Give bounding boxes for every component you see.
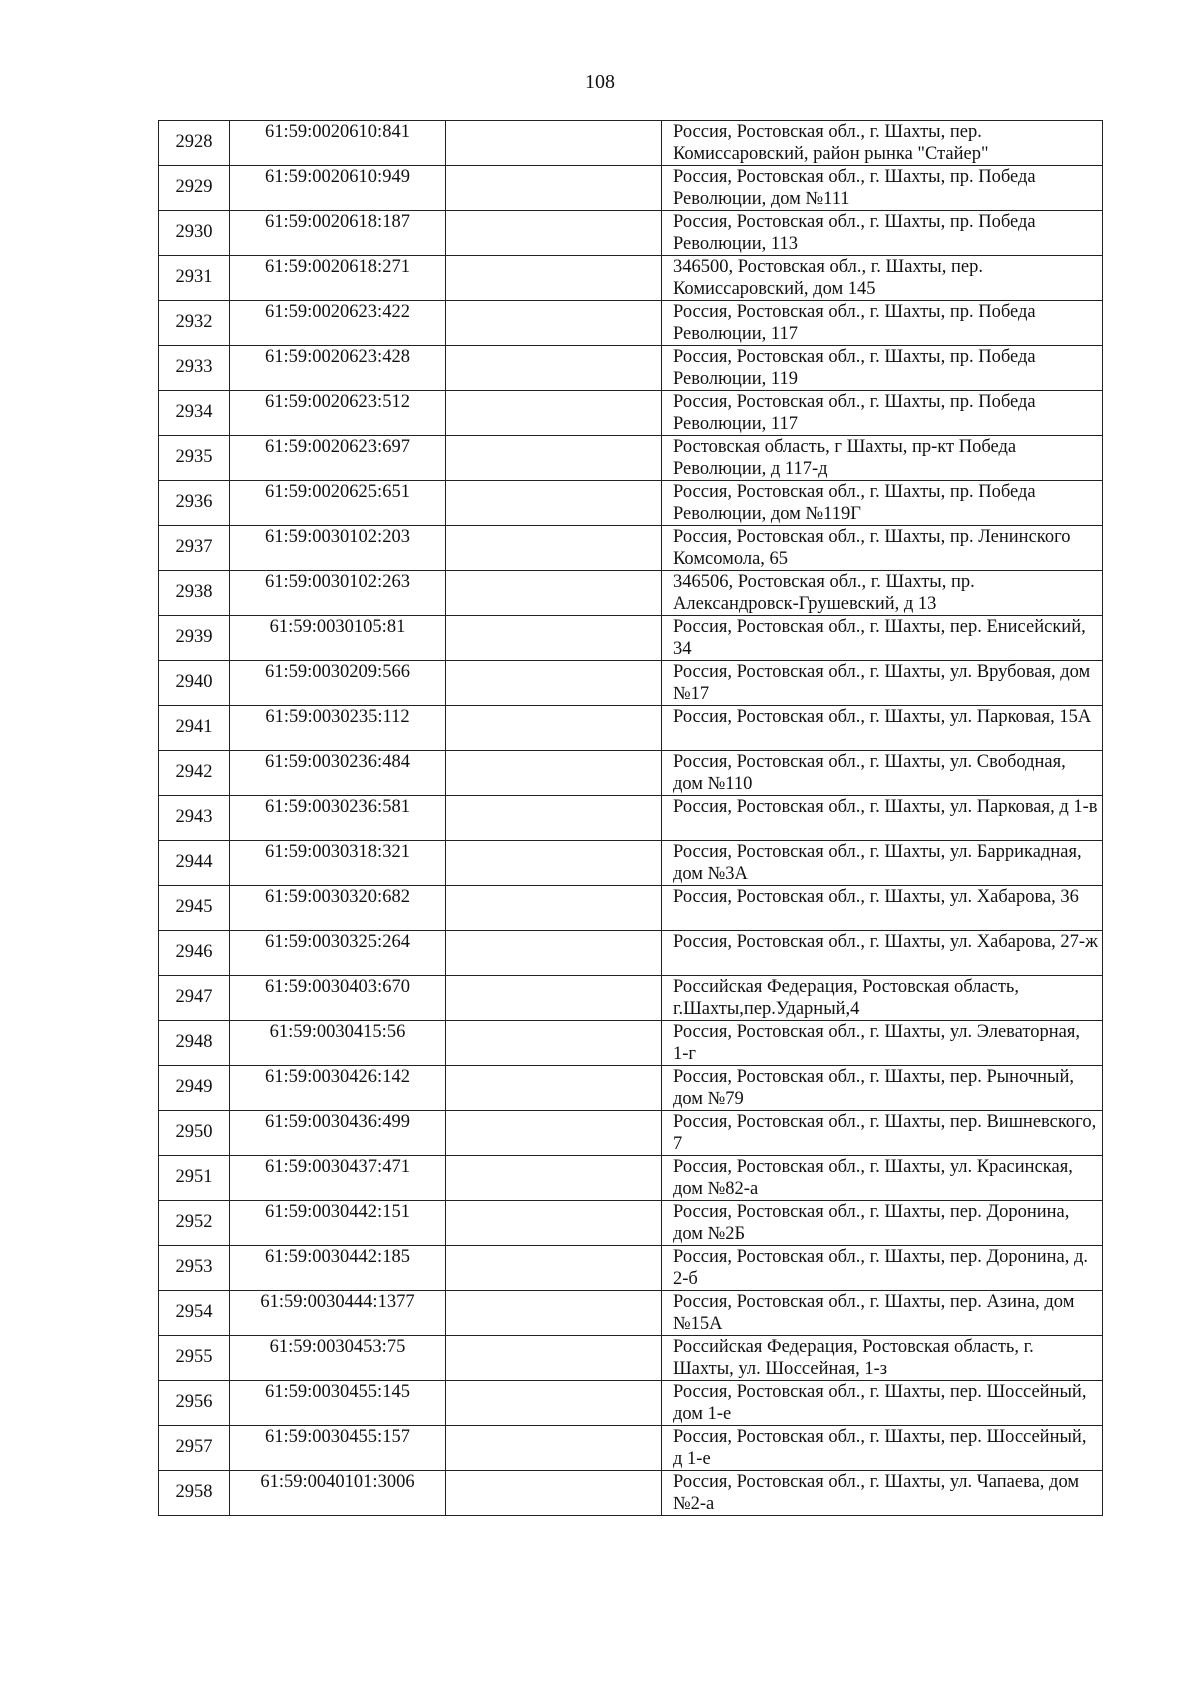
row-number-cell: 2949	[159, 1066, 230, 1111]
cadastral-number-cell: 61:59:0020623:512	[230, 391, 446, 436]
address-cell: Ростовская область, г Шахты, пр-кт Победа Революции, д 117-д	[662, 436, 1103, 481]
table-row	[159, 1426, 1103, 1471]
row-number-cell: 2941	[159, 706, 230, 751]
cadastral-number-cell: 61:59:0020618:271	[230, 256, 446, 301]
table-body	[159, 121, 1103, 1516]
address-cell: Россия, Ростовская обл., г. Шахты, ул. Чапаева, дом №2-а	[662, 1471, 1103, 1516]
empty-cell	[446, 1156, 662, 1201]
table-row	[159, 1246, 1103, 1291]
table-row	[159, 121, 1103, 166]
row-number-cell: 2947	[159, 976, 230, 1021]
address-cell: Россия, Ростовская обл., г. Шахты, пр. Победа Революции, дом №119Г	[662, 481, 1103, 526]
empty-cell	[446, 886, 662, 931]
cadastral-number-cell: 61:59:0030236:484	[230, 751, 446, 796]
table-row	[159, 886, 1103, 931]
address-cell: Россия, Ростовская обл., г. Шахты, пр. Победа Революции, 117	[662, 301, 1103, 346]
address-cell: Россия, Ростовская обл., г. Шахты, ул. Врубовая, дом №17	[662, 661, 1103, 706]
address-cell: Россия, Ростовская обл., г. Шахты, пер. Вишневского, 7	[662, 1111, 1103, 1156]
table-row	[159, 1066, 1103, 1111]
table-row	[159, 661, 1103, 706]
empty-cell	[446, 256, 662, 301]
cadastral-number-cell: 61:59:0020618:187	[230, 211, 446, 256]
row-number-cell: 2948	[159, 1021, 230, 1066]
empty-cell	[446, 481, 662, 526]
address-cell: Россия, Ростовская обл., г. Шахты, пр. Победа Революции, дом №111	[662, 166, 1103, 211]
address-cell: Россия, Ростовская обл., г. Шахты, пер. Доронина, дом №2Б	[662, 1201, 1103, 1246]
empty-cell	[446, 751, 662, 796]
address-cell: Россия, Ростовская обл., г. Шахты, пер. Азина, дом №15А	[662, 1291, 1103, 1336]
table-row	[159, 1336, 1103, 1381]
table-row	[159, 976, 1103, 1021]
row-number-cell: 2946	[159, 931, 230, 976]
empty-cell	[446, 1111, 662, 1156]
cadastral-number-cell: 61:59:0020625:651	[230, 481, 446, 526]
row-number-cell: 2938	[159, 571, 230, 616]
cadastral-number-cell: 61:59:0030415:56	[230, 1021, 446, 1066]
empty-cell	[446, 976, 662, 1021]
table-row	[159, 796, 1103, 841]
address-cell: 346506, Ростовская обл., г. Шахты, пр. Александровск-Грушевский, д 13	[662, 571, 1103, 616]
row-number-cell: 2928	[159, 121, 230, 166]
address-cell: Россия, Ростовская обл., г. Шахты, пр. Победа Революции, 113	[662, 211, 1103, 256]
row-number-cell: 2958	[159, 1471, 230, 1516]
row-number-cell: 2951	[159, 1156, 230, 1201]
address-cell: Российская Федерация, Ростовская область, г.Шахты,пер.Ударный,4	[662, 976, 1103, 1021]
empty-cell	[446, 526, 662, 571]
table-row	[159, 571, 1103, 616]
row-number-cell: 2953	[159, 1246, 230, 1291]
cadastral-number-cell: 61:59:0030455:145	[230, 1381, 446, 1426]
cadastral-number-cell: 61:59:0030444:1377	[230, 1291, 446, 1336]
cadastral-number-cell: 61:59:0030318:321	[230, 841, 446, 886]
empty-cell	[446, 1471, 662, 1516]
cadastral-number-cell: 61:59:0020610:841	[230, 121, 446, 166]
empty-cell	[446, 1336, 662, 1381]
cadastral-number-cell: 61:59:0030403:670	[230, 976, 446, 1021]
table-row	[159, 346, 1103, 391]
empty-cell	[446, 166, 662, 211]
cadastral-number-cell: 61:59:0030436:499	[230, 1111, 446, 1156]
cadastral-number-cell: 61:59:0030235:112	[230, 706, 446, 751]
table-row	[159, 1381, 1103, 1426]
address-cell: Россия, Ростовская обл., г. Шахты, пр. Победа Революции, 117	[662, 391, 1103, 436]
cadastral-number-cell: 61:59:0030209:566	[230, 661, 446, 706]
address-cell: Россия, Ростовская обл., г. Шахты, ул. Парковая, д 1-в	[662, 796, 1103, 841]
land-plots-table	[158, 120, 1103, 1516]
row-number-cell: 2929	[159, 166, 230, 211]
row-number-cell: 2933	[159, 346, 230, 391]
address-cell: Россия, Ростовская обл., г. Шахты, ул. Красинская, дом №82-а	[662, 1156, 1103, 1201]
row-number-cell: 2936	[159, 481, 230, 526]
table-row	[159, 1291, 1103, 1336]
cadastral-number-cell: 61:59:0020610:949	[230, 166, 446, 211]
table-row	[159, 391, 1103, 436]
cadastral-number-cell: 61:59:0030105:81	[230, 616, 446, 661]
empty-cell	[446, 211, 662, 256]
empty-cell	[446, 1246, 662, 1291]
row-number-cell: 2957	[159, 1426, 230, 1471]
row-number-cell: 2942	[159, 751, 230, 796]
cadastral-number-cell: 61:59:0020623:697	[230, 436, 446, 481]
row-number-cell: 2931	[159, 256, 230, 301]
row-number-cell: 2940	[159, 661, 230, 706]
empty-cell	[446, 121, 662, 166]
row-number-cell: 2955	[159, 1336, 230, 1381]
address-cell: Россия, Ростовская обл., г. Шахты, пр. Победа Революции, 119	[662, 346, 1103, 391]
cadastral-number-cell: 61:59:0020623:428	[230, 346, 446, 391]
table-row	[159, 166, 1103, 211]
table-row	[159, 1021, 1103, 1066]
row-number-cell: 2934	[159, 391, 230, 436]
cadastral-number-cell: 61:59:0020623:422	[230, 301, 446, 346]
table-row	[159, 256, 1103, 301]
page-number: 108	[585, 71, 615, 93]
empty-cell	[446, 571, 662, 616]
table-row	[159, 706, 1103, 751]
table-row	[159, 1111, 1103, 1156]
address-cell: Россия, Ростовская обл., г. Шахты, ул. Свободная, дом №110	[662, 751, 1103, 796]
empty-cell	[446, 661, 662, 706]
address-cell: Российская Федерация, Ростовская область, г. Шахты, ул. Шоссейная, 1-з	[662, 1336, 1103, 1381]
row-number-cell: 2937	[159, 526, 230, 571]
address-cell: Россия, Ростовская обл., г. Шахты, ул. Хабарова, 27-ж	[662, 931, 1103, 976]
cadastral-number-cell: 61:59:0030325:264	[230, 931, 446, 976]
address-cell: Россия, Ростовская обл., г. Шахты, пер. Рыночный, дом №79	[662, 1066, 1103, 1111]
empty-cell	[446, 1201, 662, 1246]
address-cell: Россия, Ростовская обл., г. Шахты, пер. Шоссейный, дом 1-е	[662, 1381, 1103, 1426]
empty-cell	[446, 841, 662, 886]
table-row	[159, 1201, 1103, 1246]
cadastral-number-cell: 61:59:0030455:157	[230, 1426, 446, 1471]
empty-cell	[446, 1426, 662, 1471]
empty-cell	[446, 346, 662, 391]
row-number-cell: 2943	[159, 796, 230, 841]
address-cell: Россия, Ростовская обл., г. Шахты, ул. Элеваторная, 1-г	[662, 1021, 1103, 1066]
empty-cell	[446, 1021, 662, 1066]
cadastral-number-cell: 61:59:0030437:471	[230, 1156, 446, 1201]
table-row	[159, 301, 1103, 346]
row-number-cell: 2930	[159, 211, 230, 256]
table-row	[159, 1156, 1103, 1201]
table-row	[159, 841, 1103, 886]
table-row	[159, 436, 1103, 481]
address-cell: 346500, Ростовская обл., г. Шахты, пер. Комиссаровский, дом 145	[662, 256, 1103, 301]
table-row	[159, 616, 1103, 661]
address-cell: Россия, Ростовская обл., г. Шахты, пр. Ленинского Комсомола, 65	[662, 526, 1103, 571]
cadastral-number-cell: 61:59:0030102:203	[230, 526, 446, 571]
cadastral-number-cell: 61:59:0030442:185	[230, 1246, 446, 1291]
empty-cell	[446, 706, 662, 751]
empty-cell	[446, 436, 662, 481]
empty-cell	[446, 931, 662, 976]
cadastral-number-cell: 61:59:0030320:682	[230, 886, 446, 931]
cadastral-number-cell: 61:59:0030426:142	[230, 1066, 446, 1111]
row-number-cell: 2944	[159, 841, 230, 886]
cadastral-number-cell: 61:59:0030453:75	[230, 1336, 446, 1381]
address-cell: Россия, Ростовская обл., г. Шахты, ул. Хабарова, 36	[662, 886, 1103, 931]
address-cell: Россия, Ростовская обл., г. Шахты, пер. Шоссейный, д 1-е	[662, 1426, 1103, 1471]
cadastral-number-cell: 61:59:0040101:3006	[230, 1471, 446, 1516]
row-number-cell: 2939	[159, 616, 230, 661]
table-row	[159, 751, 1103, 796]
table-row	[159, 211, 1103, 256]
row-number-cell: 2954	[159, 1291, 230, 1336]
address-cell: Россия, Ростовская обл., г. Шахты, пер. Доронина, д. 2-б	[662, 1246, 1103, 1291]
row-number-cell: 2952	[159, 1201, 230, 1246]
row-number-cell: 2950	[159, 1111, 230, 1156]
empty-cell	[446, 1066, 662, 1111]
row-number-cell: 2945	[159, 886, 230, 931]
table-row	[159, 526, 1103, 571]
table-row	[159, 931, 1103, 976]
empty-cell	[446, 1291, 662, 1336]
row-number-cell: 2932	[159, 301, 230, 346]
empty-cell	[446, 391, 662, 436]
empty-cell	[446, 616, 662, 661]
address-cell: Россия, Ростовская обл., г. Шахты, пер. Енисейский, 34	[662, 616, 1103, 661]
address-cell: Россия, Ростовская обл., г. Шахты, пер. Комиссаровский, район рынка "Стайер"	[662, 121, 1103, 166]
table-row	[159, 481, 1103, 526]
cadastral-number-cell: 61:59:0030236:581	[230, 796, 446, 841]
row-number-cell: 2956	[159, 1381, 230, 1426]
empty-cell	[446, 796, 662, 841]
row-number-cell: 2935	[159, 436, 230, 481]
empty-cell	[446, 1381, 662, 1426]
cadastral-number-cell: 61:59:0030102:263	[230, 571, 446, 616]
table-row	[159, 1471, 1103, 1516]
address-cell: Россия, Ростовская обл., г. Шахты, ул. Баррикадная, дом №3А	[662, 841, 1103, 886]
cadastral-number-cell: 61:59:0030442:151	[230, 1201, 446, 1246]
address-cell: Россия, Ростовская обл., г. Шахты, ул. Парковая, 15А	[662, 706, 1103, 751]
empty-cell	[446, 301, 662, 346]
